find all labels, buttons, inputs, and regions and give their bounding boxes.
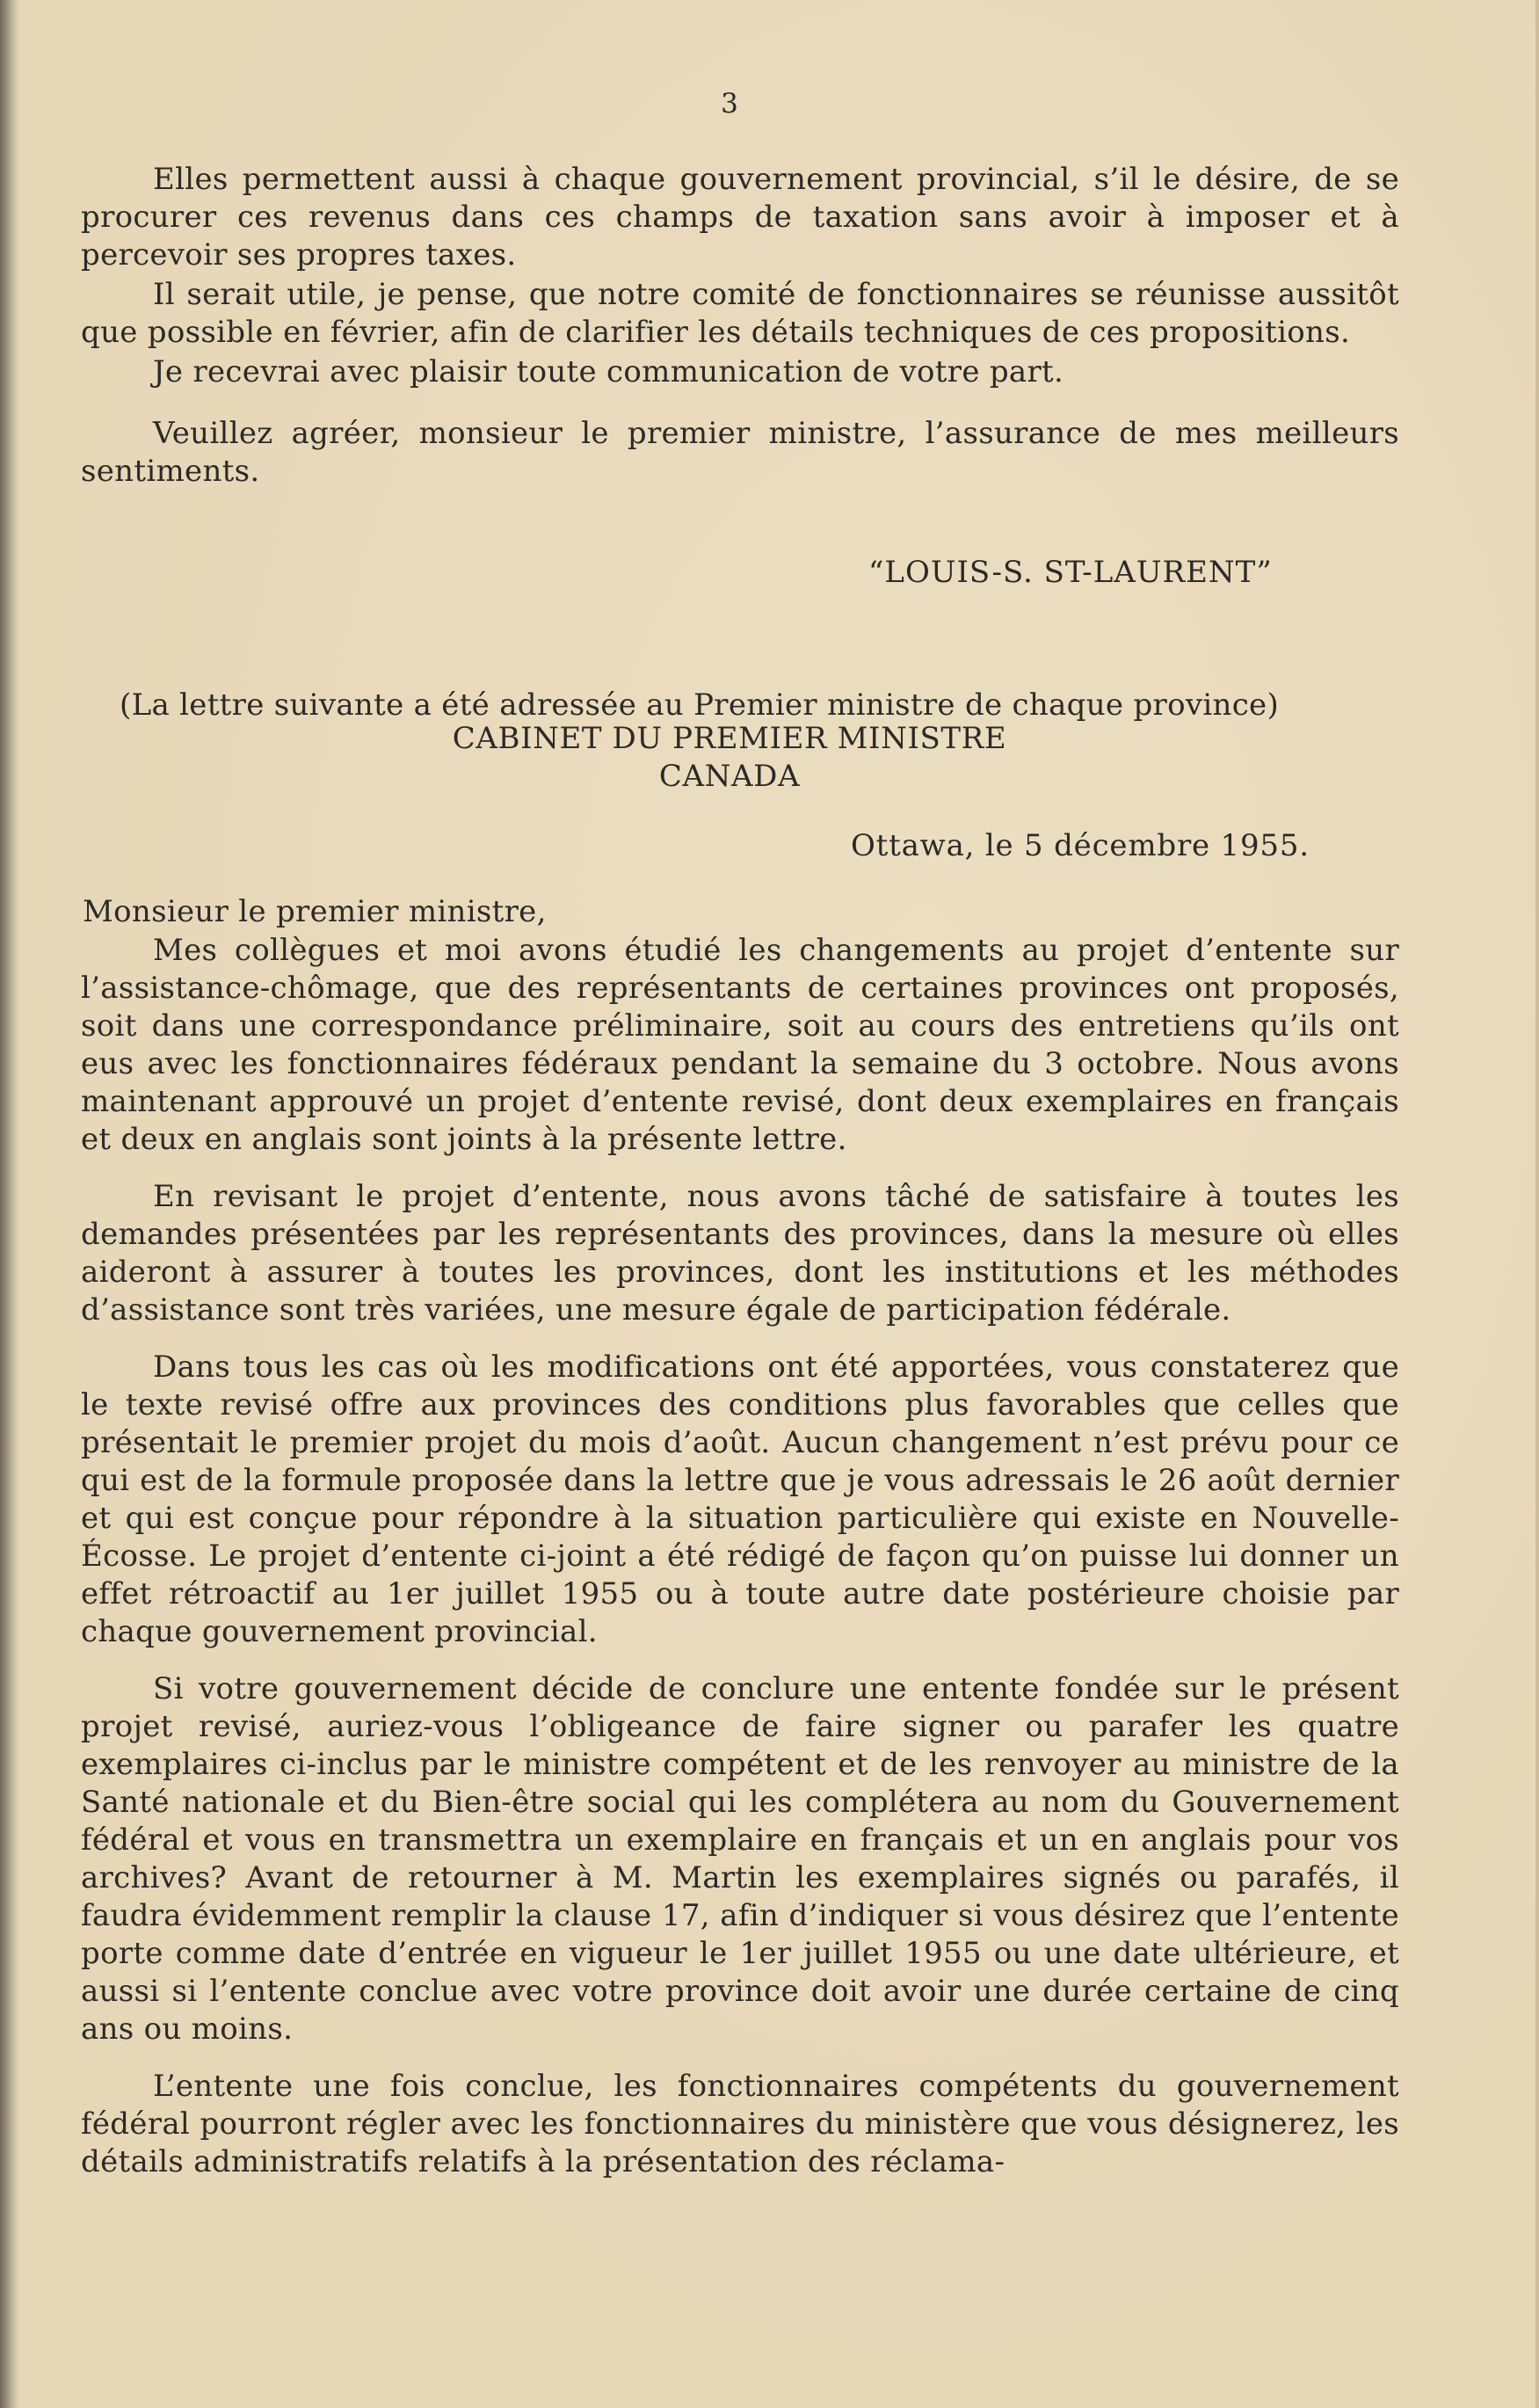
- paragraph: Si votre gouvernement décide de conclure une entente fondée sur le présent projet revisé, auriez-vous l’obligeance de faire signer ou parafer les quatre exemplaires ci-inclus par le ministre compétent et de les renvoyer au ministre de la Santé nationale et du Bien-être social qui les complétera au nom du Gouvernement fédéral et vous en transmettra un exemplaire en français et un en anglais pour vos archives? Avant de retourner à M. Martin les exemplaires signés ou parafés, il faudra évidemment remplir la clause 17, afin d’indiquer si vous désirez que l’entente porte comme date d’entrée en vigueur le 1er juillet 1955 ou une date ultérieure, et aussi si l’entente conclue avec votre province doit avoir une durée certaine de cinq ans ou moins.: [81, 1671, 1399, 2047]
- letter-note: (La lettre suivante a été adressée au Premier ministre de chaque province): [120, 687, 1280, 723]
- letter-date: Ottawa, le 5 décembre 1955.: [851, 828, 1310, 863]
- paragraph: Il serait utile, je pense, que notre comité de fonctionnaires se réunisse aussitôt que possible en février, afin de clarifier les détails techniques de ces propositions.: [81, 277, 1399, 350]
- paragraph: Dans tous les cas où les modifications ont été apportées, vous constaterez que le texte revisé offre aux provinces des conditions plus favorables que celles que présentait le premier projet du mois d’août. Aucun changement n’est prévu pour ce qui est de la formule proposée dans la lettre que je vous adressais le 26 août dernier et qui est conçue pour répondre à la situation particulière qui existe en Nouvelle-Écosse. Le projet d’entente ci-joint a été rédigé de façon qu’on puisse lui donner un effet rétroactif au 1er juillet 1955 ou à toute autre date postérieure choisie par chaque gouvernement provincial.: [81, 1349, 1399, 1649]
- paragraph: L’entente une fois conclue, les fonctionnaires compétents du gouvernement fédéral pourront régler avec les fonctionnaires du ministère que vous désignerez, les détails administratifs relatifs à la présentation des réclama-: [81, 2069, 1399, 2179]
- letter1-body: [81, 161, 1399, 491]
- binding-shadow: [0, 0, 19, 2408]
- closing-paragraph: Veuillez agréer, monsieur le premier ministre, l’assurance de mes meilleurs sentiments.: [81, 416, 1399, 489]
- salutation: Monsieur le premier ministre,: [83, 894, 547, 929]
- paragraph: Je recevrai avec plaisir toute communication de votre part.: [153, 354, 1064, 389]
- page-edge: [1535, 0, 1539, 2408]
- paragraph: Mes collègues et moi avons étudié les changements au projet d’entente sur l’assistance-chômage, que des représentants de certaines provinces ont proposés, soit dans une correspondance préliminaire, soit au cours des entretiens qu’ils ont eus avec les fonctionnaires fédéraux pendant la semaine du 3 octobre. Nous avons maintenant approuvé un projet d’entente revisé, dont deux exemplaires en français et deux en anglais sont joints à la présente lettre.: [81, 933, 1399, 1157]
- letter2-body: [81, 932, 1399, 2181]
- paragraph: En revisant le projet d’entente, nous avons tâché de satisfaire à toutes les demandes présentées par les représentants des provinces, dans la mesure où elles aideront à assurer à toutes les provinces, dont les institutions et les méthodes d’assistance sont très variées, une mesure égale de participation fédérale.: [81, 1179, 1399, 1328]
- letterhead-country: CANADA: [658, 759, 801, 794]
- page-number: 3: [721, 88, 738, 120]
- signature: “LOUIS-S. ST-LAURENT”: [868, 555, 1273, 590]
- paragraph: Elles permettent aussi à chaque gouvernement provincial, s’il le désire, de se procurer ces revenus dans ces champs de taxation sans avoir à imposer et à percevoir ses propres taxes.: [81, 162, 1399, 273]
- letterhead-office: CABINET DU PREMIER MINISTRE: [452, 721, 1007, 756]
